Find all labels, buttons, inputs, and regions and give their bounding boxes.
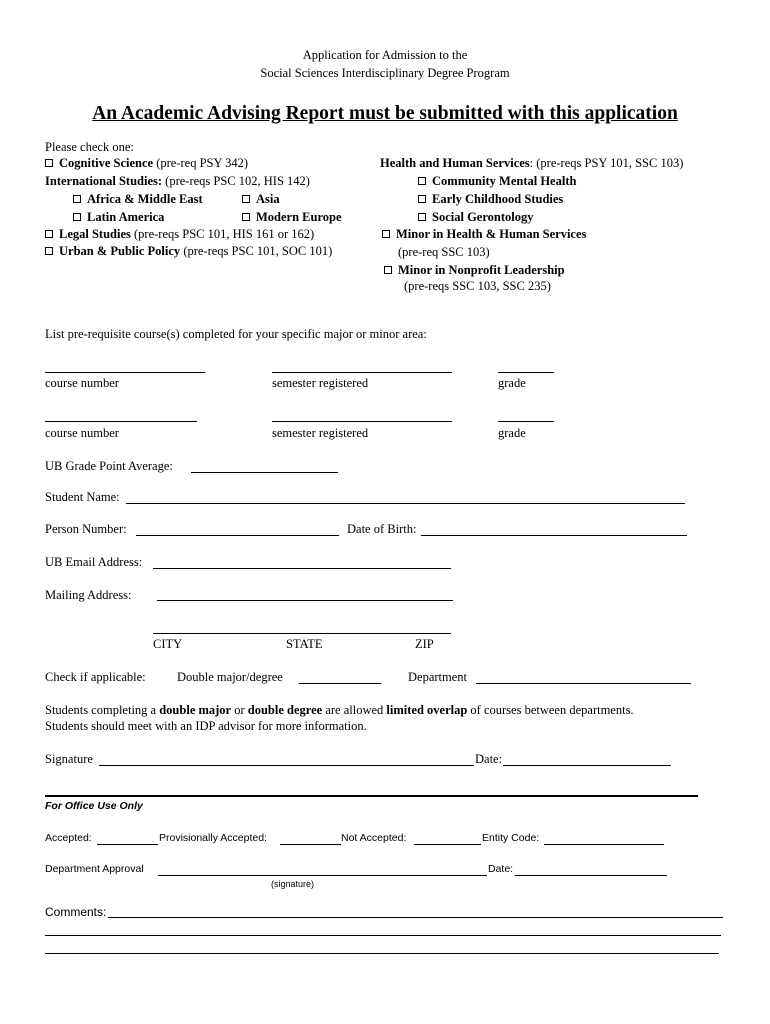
header-line-2: Social Sciences Interdisciplinary Degree Program [260,66,510,80]
dob-field[interactable] [421,535,687,536]
entity-code-field[interactable] [544,844,664,845]
option-name: Health and Human Services [380,156,530,170]
grade-field-1[interactable] [498,372,554,373]
option-africa-middle-east[interactable] [73,193,203,206]
note-emphasis: limited overlap [386,703,468,717]
option-modern-europe[interactable] [242,211,342,224]
checkbox[interactable] [242,195,250,203]
option-prereq: (pre-reqs PSC 102, HIS 142) [162,174,310,188]
not-accepted-label: Not Accepted: [341,832,407,844]
note-text: of courses between departments. [467,703,634,717]
department-field[interactable] [476,683,691,684]
option-name: Minor in Health & Human Services [396,227,587,241]
overlap-note-line-2: Students should meet with an IDP advisor for more information. [45,719,367,733]
signature-date-label: Date: [475,752,503,766]
option-prereq: (pre-reqs PSC 101, SOC 101) [180,244,333,258]
accepted-label: Accepted: [45,832,92,844]
section-divider [45,795,698,797]
option-minor-nonprofit-leadership[interactable] [384,264,565,277]
provisional-label: Provisionally Accepted: [159,832,267,844]
checkbox[interactable] [242,213,250,221]
dept-approval-field[interactable] [158,875,487,876]
option-name: International Studies: [45,174,163,188]
comments-label: Comments: [45,905,107,919]
grade-label: grade [498,426,526,440]
dept-approval-date-field[interactable] [515,875,667,876]
semester-field-2[interactable] [272,421,452,422]
grade-field-2[interactable] [498,421,554,422]
comments-field-1[interactable] [108,917,723,918]
option-name: Latin America [87,210,165,224]
semester-field-1[interactable] [272,372,452,373]
state-label: STATE [286,637,323,651]
option-minor-health-human-services[interactable] [382,228,586,241]
checkbox[interactable] [382,230,390,238]
option-cognitive-science[interactable] [45,157,248,170]
checkbox[interactable] [384,266,392,274]
overlap-note-line-1 [45,704,634,717]
prereq-instruction: List pre-requisite course(s) completed for your specific major or minor area: [45,327,427,341]
option-name: Social Gerontology [432,210,534,224]
note-text: or [231,703,248,717]
checkbox[interactable] [418,213,426,221]
option-name: Urban & Public Policy [59,244,181,258]
zip-label: ZIP [415,637,434,651]
note-emphasis: double major [159,703,232,717]
entity-code-label: Entity Code: [482,832,540,844]
option-name: Community Mental Health [432,174,577,188]
option-asia[interactable] [242,193,280,206]
option-prereq: (pre-reqs PSC 101, HIS 161 or 162) [130,227,315,241]
dept-approval-label: Department Approval [45,863,144,875]
minor-nonprofit-prereq: (pre-reqs SSC 103, SSC 235) [404,279,551,293]
option-prereq: : (pre-reqs PSY 101, SSC 103) [529,156,684,170]
student-name-field[interactable] [126,503,685,504]
header-line-1: Application for Admission to the [302,48,468,62]
double-major-field[interactable] [299,683,381,684]
signature-date-field[interactable] [503,765,671,766]
semester-label: semester registered [272,426,369,440]
option-name: Asia [256,192,280,206]
option-name: Minor in Nonprofit Leadership [398,263,565,277]
check-applicable-label: Check if applicable: [45,670,146,684]
option-community-mental-health[interactable] [418,175,576,188]
dept-approval-date-label: Date: [488,863,514,875]
checkbox[interactable] [73,213,81,221]
please-check-label: Please check one: [45,140,134,154]
option-international-studies [45,175,310,188]
signature-label: Signature [45,752,93,766]
department-label: Department [408,670,468,684]
checkbox[interactable] [418,177,426,185]
note-text: are allowed [322,703,387,717]
double-major-label: Double major/degree [177,670,283,684]
course-number-label: course number [45,376,119,390]
course-number-label: course number [45,426,119,440]
office-use-heading: For Office Use Only [45,800,143,812]
email-label: UB Email Address: [45,555,143,569]
note-emphasis: double degree [247,703,323,717]
page-title: An Academic Advising Report must be submitted with this application [92,103,678,124]
comments-field-3[interactable] [45,953,719,954]
option-social-gerontology[interactable] [418,211,534,224]
person-number-field[interactable] [136,535,339,536]
email-field[interactable] [153,568,451,569]
course-number-field-1[interactable] [45,372,205,373]
provisional-field[interactable] [280,844,341,845]
option-urban-public-policy[interactable] [45,245,332,258]
person-number-label: Person Number: [45,522,127,536]
minor-hhs-prereq: (pre-req SSC 103) [398,245,490,259]
city-label: CITY [153,637,183,651]
signature-hint: (signature) [271,879,315,889]
checkbox[interactable] [45,230,53,238]
option-name: Africa & Middle East [87,192,203,206]
gpa-field[interactable] [191,472,338,473]
semester-label: semester registered [272,376,369,390]
option-prereq: (pre-req PSY 342) [153,156,249,170]
option-legal-studies[interactable] [45,228,314,241]
comments-field-2[interactable] [45,935,721,936]
grade-label: grade [498,376,526,390]
mailing-address-label: Mailing Address: [45,588,132,602]
checkbox[interactable] [418,195,426,203]
option-name: Legal Studies [59,227,131,241]
accepted-field[interactable] [97,844,158,845]
option-name: Modern Europe [256,210,342,224]
checkbox[interactable] [45,247,53,255]
option-health-human-services [380,157,683,170]
dob-label: Date of Birth: [347,522,417,536]
mailing-address-field[interactable] [157,600,453,601]
option-early-childhood-studies[interactable] [418,193,563,206]
not-accepted-field[interactable] [414,844,481,845]
checkbox[interactable] [73,195,81,203]
city-state-zip-field[interactable] [153,633,451,634]
option-name: Cognitive Science [59,156,154,170]
option-latin-america[interactable] [73,211,164,224]
student-name-label: Student Name: [45,490,120,504]
course-number-field-2[interactable] [45,421,197,422]
checkbox[interactable] [45,159,53,167]
gpa-label: UB Grade Point Average: [45,459,173,473]
option-name: Early Childhood Studies [432,192,564,206]
signature-field[interactable] [99,765,474,766]
note-text: Students completing a [45,703,160,717]
